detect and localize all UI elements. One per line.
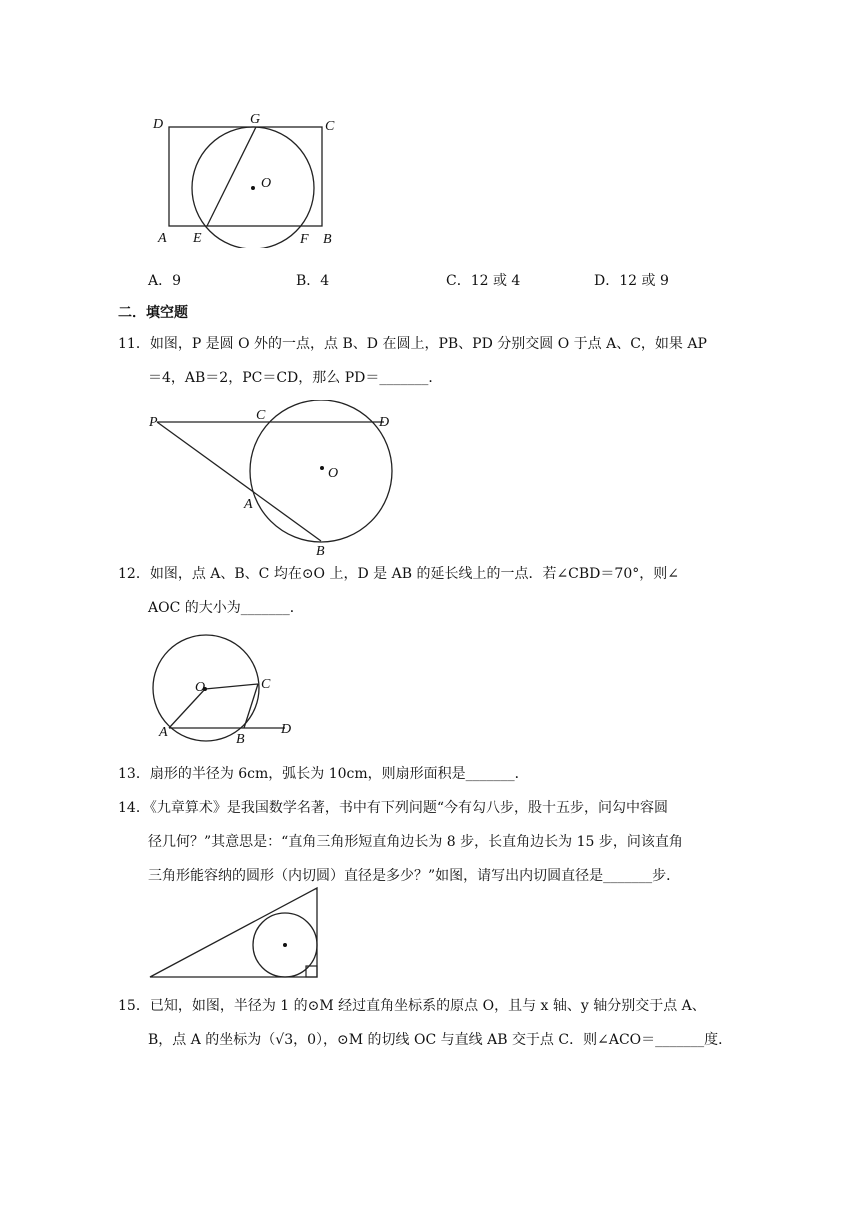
label-D: D <box>281 722 292 737</box>
label-O: O <box>195 680 206 695</box>
option-b: B．4 <box>296 273 330 289</box>
label-A: A <box>244 497 253 512</box>
label-F: F <box>300 232 309 247</box>
label-B: B <box>316 544 325 559</box>
label-C: C <box>325 119 335 134</box>
figure-q11-secants <box>145 400 405 560</box>
q12-line1: 12．如图，点 A、B、C 均在⊙O 上，D 是 AB 的延长线上的一点．若∠CBD＝70°，则∠ <box>118 566 679 582</box>
q15-line2: B，点 A 的坐标为（√3，0），⊙M 的切线 OC 与直线 AB 交于点 C．则∠ACO＝_______度． <box>148 1032 733 1048</box>
q14-line1: 14．《九章算术》是我国数学名著，书中有下列问题“今有勾八步，股十五步，问勾中容圆 <box>118 800 668 816</box>
figure-q10-rectangle-circle <box>145 108 345 248</box>
label-P: P <box>149 415 158 430</box>
label-D: D <box>379 415 390 430</box>
figure-q12-circle-angle <box>145 632 305 747</box>
q11-line1: 11．如图，P 是圆 O 外的一点，点 B、D 在圆上，PB、PD 分别交圆 O 于点 A、C，如果 AP <box>118 336 707 352</box>
q14-line2: 径几何？”其意思是：“直角三角形短直角边长为 8 步，长直角边长为 15 步，问该直角 <box>148 834 683 850</box>
q11-line2: ＝4，AB＝2，PC＝CD，那么 PD＝_______． <box>148 370 443 386</box>
label-D: D <box>153 117 164 132</box>
q12-line2: AOC 的大小为_______． <box>148 600 304 616</box>
q14-line3: 三角形能容纳的圆形（内切圆）直径是多少？”如图，请写出内切圆直径是_______步． <box>148 868 681 884</box>
option-d: D．12 或 9 <box>594 273 669 289</box>
option-a: A．9 <box>148 273 182 289</box>
figure-q14-right-triangle-incircle <box>145 885 325 980</box>
label-O: O <box>261 176 272 191</box>
label-A: A <box>159 725 168 740</box>
label-C: C <box>256 408 266 423</box>
label-B: B <box>236 732 245 747</box>
q13-line1: 13．扇形的半径为 6cm，弧长为 10cm，则扇形面积是_______． <box>118 766 529 782</box>
label-B: B <box>323 232 332 247</box>
label-A: A <box>158 231 167 246</box>
label-O: O <box>328 466 339 481</box>
label-G: G <box>250 112 261 127</box>
label-C: C <box>261 677 271 692</box>
label-E: E <box>193 231 202 246</box>
option-c: C．12 或 4 <box>446 273 521 289</box>
q15-line1: 15．已知，如图，半径为 1 的⊙M 经过直角坐标系的原点 O，且与 x 轴、y 轴分别交于点 A、 <box>118 998 706 1014</box>
section-title: 二．填空题 <box>118 305 188 321</box>
